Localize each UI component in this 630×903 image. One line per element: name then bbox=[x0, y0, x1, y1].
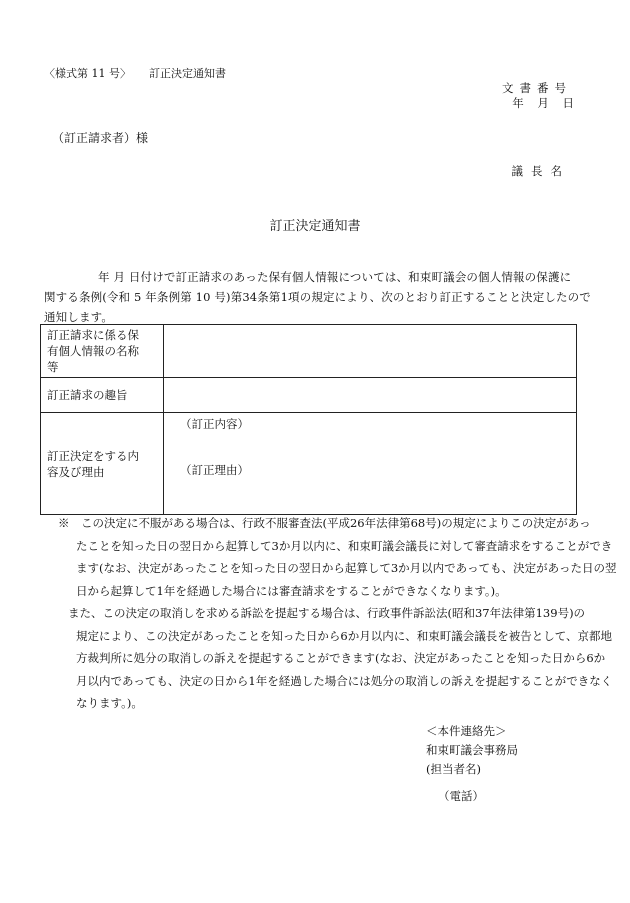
date-day: 日 bbox=[562, 96, 574, 110]
contact-heading: ＜本件連絡先＞ bbox=[426, 724, 507, 738]
note-line: また、この決定の取消しを求める訴訟を提起する場合は、行政事件訴訟法(昭和37年法律第139号)の bbox=[68, 606, 586, 620]
decision-cell[interactable] bbox=[164, 413, 577, 515]
form-number: 〈様式第 11 号〉 bbox=[44, 67, 131, 80]
row-header-text: 等 bbox=[47, 360, 59, 374]
table-row bbox=[41, 378, 577, 413]
form-name: 訂正決定通知書 bbox=[149, 67, 226, 80]
decision-table bbox=[40, 324, 577, 515]
document-title: 訂正決定通知書 bbox=[269, 219, 361, 234]
correction-content-label: （訂正内容） bbox=[180, 417, 249, 431]
note-line: ます(なお、決定があったことを知った日の翌日から起算して3か月以内であっても、決定があった日の翌 bbox=[76, 561, 617, 575]
info-name-cell[interactable] bbox=[164, 325, 577, 378]
form-number-line bbox=[44, 68, 226, 79]
contact-person: (担当者名) bbox=[426, 762, 481, 776]
row-header-info-name bbox=[41, 325, 164, 378]
note-line: 日から起算して1年を経過した場合には審査請求をすることができなくなります。)。 bbox=[76, 583, 507, 598]
row-header-text: 有個人情報の名称 bbox=[47, 344, 139, 358]
contact-office: 和束町議会事務局 bbox=[426, 743, 518, 757]
note-line: 月以内であっても、決定の日から1年を経過した場合には処分の取消しの訴えを提起することができなく bbox=[76, 673, 613, 688]
note-line: 方裁判所に処分の取消しの訴えを提起することができます(なお、決定があったことを知った日から6か bbox=[76, 651, 606, 665]
note-line: なります。)。 bbox=[76, 696, 143, 710]
intro-line: 年 月 日付けで訂正請求のあった保有個人情報については、和束町議会の個人情報の保護に bbox=[98, 270, 572, 284]
row-header-text: 訂正請求に係る保 bbox=[47, 328, 139, 342]
row-header-request-purpose: 訂正請求の趣旨 bbox=[41, 378, 164, 413]
note-line: たことを知った日の翌日から起算して3か月以内に、和束町議会議長に対して審査請求をすることができ bbox=[76, 538, 613, 553]
intro-line: 通知します。 bbox=[44, 310, 113, 324]
date-year: 年 bbox=[512, 96, 524, 110]
request-purpose-cell[interactable] bbox=[164, 378, 577, 413]
document-number: 文書番号 bbox=[502, 81, 572, 95]
chair-name: 議長名 bbox=[511, 164, 570, 178]
contact-phone: （電話） bbox=[438, 789, 484, 803]
intro-line: 関する条例(令和 5 年条例第 10 号)第34条第1項の規定により、次のとおり訂正することと決定したので bbox=[44, 290, 591, 304]
table-row bbox=[41, 413, 577, 515]
note-line: ※ この決定に不服がある場合は、行政不服審査法(平成26年法律第68号)の規定によりこの決定があっ bbox=[58, 516, 591, 530]
contact-block bbox=[426, 722, 518, 806]
date-month: 月 bbox=[537, 96, 549, 110]
row-header-text: 訂正決定をする内 bbox=[47, 448, 139, 463]
date-line bbox=[502, 98, 574, 110]
appeal-notes bbox=[58, 512, 617, 715]
row-header-text: 容及び理由 bbox=[47, 464, 105, 479]
intro-paragraph bbox=[44, 267, 590, 327]
table-row bbox=[41, 325, 577, 378]
recipient: （訂正請求者）様 bbox=[52, 131, 149, 145]
row-header-decision bbox=[41, 413, 164, 515]
correction-reason-label: （訂正理由） bbox=[180, 463, 249, 477]
note-line: 規定により、この決定があったことを知った日から6か月以内に、和束町議会議長を被告として、京都地 bbox=[76, 628, 612, 643]
